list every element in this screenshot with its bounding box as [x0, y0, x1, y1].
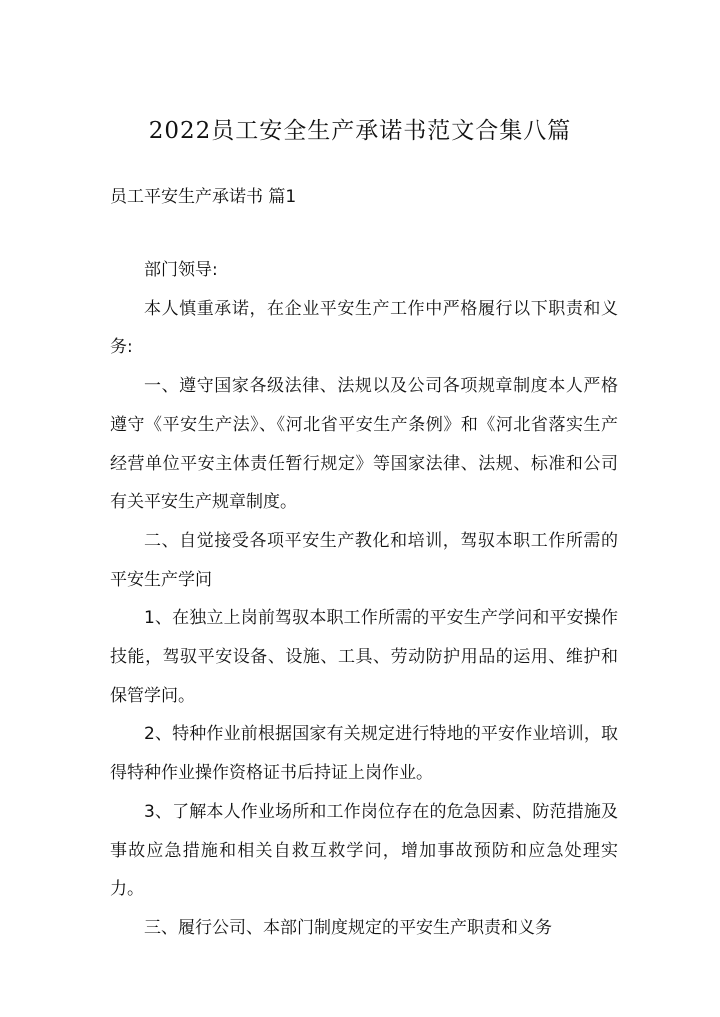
- document-subtitle: 员工平安生产承诺书 篇1: [110, 187, 297, 207]
- paragraph: 一、遵守国家各级法律、法规以及公司各项规章制度本人严格遵守《平安生产法》、《河北省平安生产条例》和《河北省落实生产经营单位平安主体责任暂行规定》等国家法律、法规、标准和公司有关平安生产规章制度。: [110, 376, 618, 513]
- paragraph: 三、履行公司、本部门制度规定的平安生产职责和义务: [144, 917, 552, 938]
- paragraph: 部门领导:: [144, 260, 218, 280]
- document-body: [110, 251, 618, 948]
- paragraph: 3、了解本人作业场所和工作岗位存在的危急因素、防范措施及事故应急措施和相关自救互救学问，增加事故预防和应急处理实力。: [110, 801, 618, 900]
- document-title: 2022员工安全生产承诺书范文合集八篇: [148, 118, 572, 144]
- paragraph: 1、在独立上岗前驾驭本职工作所需的平安生产学问和平安操作技能，驾驭平安设备、设施、工具、劳动防护用品的运用、维护和保管学问。: [110, 608, 618, 706]
- paragraph: 二、自觉接受各项平安生产教化和培训，驾驭本职工作所需的平安生产学问: [110, 530, 618, 590]
- paragraph: 本人慎重承诺，在企业平安生产工作中严格履行以下职责和义务:: [110, 298, 618, 358]
- paragraph: 2、特种作业前根据国家有关规定进行特地的平安作业培训，取得特种作业操作资格证书后持证上岗作业。: [110, 724, 618, 784]
